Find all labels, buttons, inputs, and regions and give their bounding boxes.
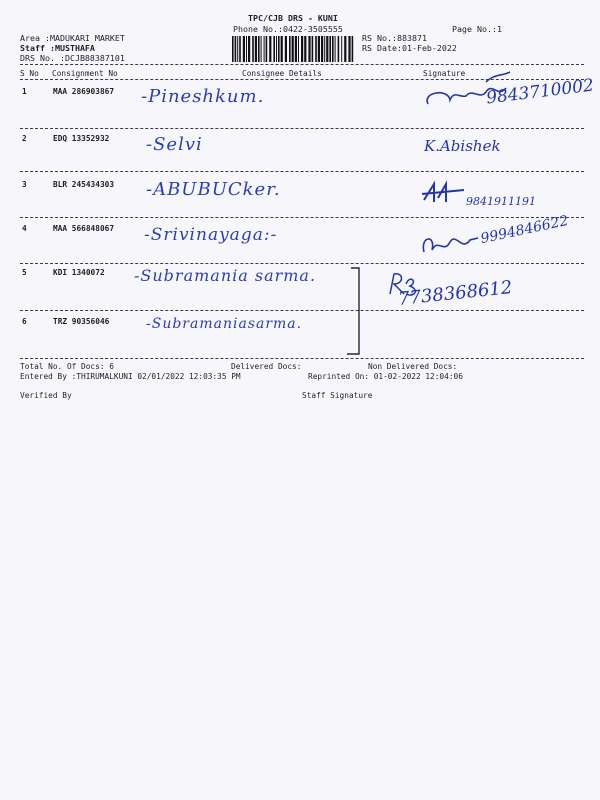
- rs-date: RS Date:01-Feb-2022: [362, 43, 457, 53]
- drs-number: DRS No. :DCJB88387101: [20, 53, 125, 63]
- non-delivered-docs: Non Delivered Docs:: [368, 362, 458, 371]
- col-header-signature: Signature: [423, 69, 466, 78]
- row-divider: [20, 310, 584, 311]
- entered-by: Entered By :THIRUMALKUNI 02/01/2022 12:03:35 PM: [20, 372, 241, 381]
- row-consignment: EDQ 13352932: [53, 134, 110, 143]
- signature-handwritten: 9994846622: [479, 212, 570, 248]
- staff-label: Staff :MUSTHAFA: [20, 43, 95, 53]
- signature-handwritten: 9841911191: [466, 195, 536, 208]
- verified-by: Verified By: [20, 391, 72, 400]
- barcode: [232, 36, 354, 62]
- signature-handwritten: K.Abishek: [424, 137, 501, 155]
- row-consignment: MAA 286903867: [53, 87, 115, 96]
- col-header-consignment: Consignment No: [52, 69, 118, 78]
- area-label: Area :MADUKARI MARKET: [20, 33, 125, 43]
- consignee-handwritten: -Pineshkum.: [141, 86, 265, 107]
- row-sno: 6: [22, 317, 27, 326]
- page-number: Page No.:1: [452, 24, 502, 34]
- divider: [20, 64, 584, 65]
- row-divider: [20, 128, 584, 129]
- row-sno: 4: [22, 224, 27, 233]
- consignee-handwritten: -Selvi: [146, 134, 203, 155]
- signature-handwritten: 7738368612: [397, 277, 514, 310]
- consignee-handwritten: -ABUBUCker.: [146, 179, 281, 200]
- consignee-handwritten: -Subramania sarma.: [134, 266, 317, 285]
- row-consignment: MAA 566848067: [53, 224, 115, 233]
- row-consignment: KDI 1340072: [53, 268, 105, 277]
- divider: [20, 358, 584, 359]
- row-consignment: TRZ 90356046: [53, 317, 110, 326]
- bracket-mark: [345, 266, 365, 358]
- signature-handwritten: 9843710002: [485, 75, 595, 109]
- signature-scribble: [420, 180, 470, 206]
- consignee-handwritten: -Srivinayaga:-: [144, 225, 278, 245]
- col-header-consignee: Consignee Details: [242, 69, 322, 78]
- signature-scribble: [418, 228, 482, 260]
- document-title: TPC/CJB DRS - KUNI: [248, 13, 338, 23]
- row-consignment: BLR 245434303: [53, 180, 115, 189]
- phone-number: Phone No.:0422-3505555: [233, 24, 343, 34]
- row-sno: 2: [22, 134, 27, 143]
- row-divider: [20, 217, 584, 218]
- row-sno: 3: [22, 180, 27, 189]
- delivered-docs: Delivered Docs:: [231, 362, 302, 371]
- consignee-handwritten: -Subramaniasarma.: [146, 316, 303, 332]
- reprinted-on: Reprinted On: 01-02-2022 12:04:06: [308, 372, 463, 381]
- row-divider: [20, 263, 584, 264]
- row-sno: 1: [22, 87, 27, 96]
- col-header-sno: S No: [20, 69, 39, 78]
- staff-signature: Staff Signature: [302, 391, 373, 400]
- rs-number: RS No.:883871: [362, 33, 427, 43]
- row-divider: [20, 171, 584, 172]
- total-docs: Total No. Of Docs: 6: [20, 362, 114, 371]
- row-sno: 5: [22, 268, 27, 277]
